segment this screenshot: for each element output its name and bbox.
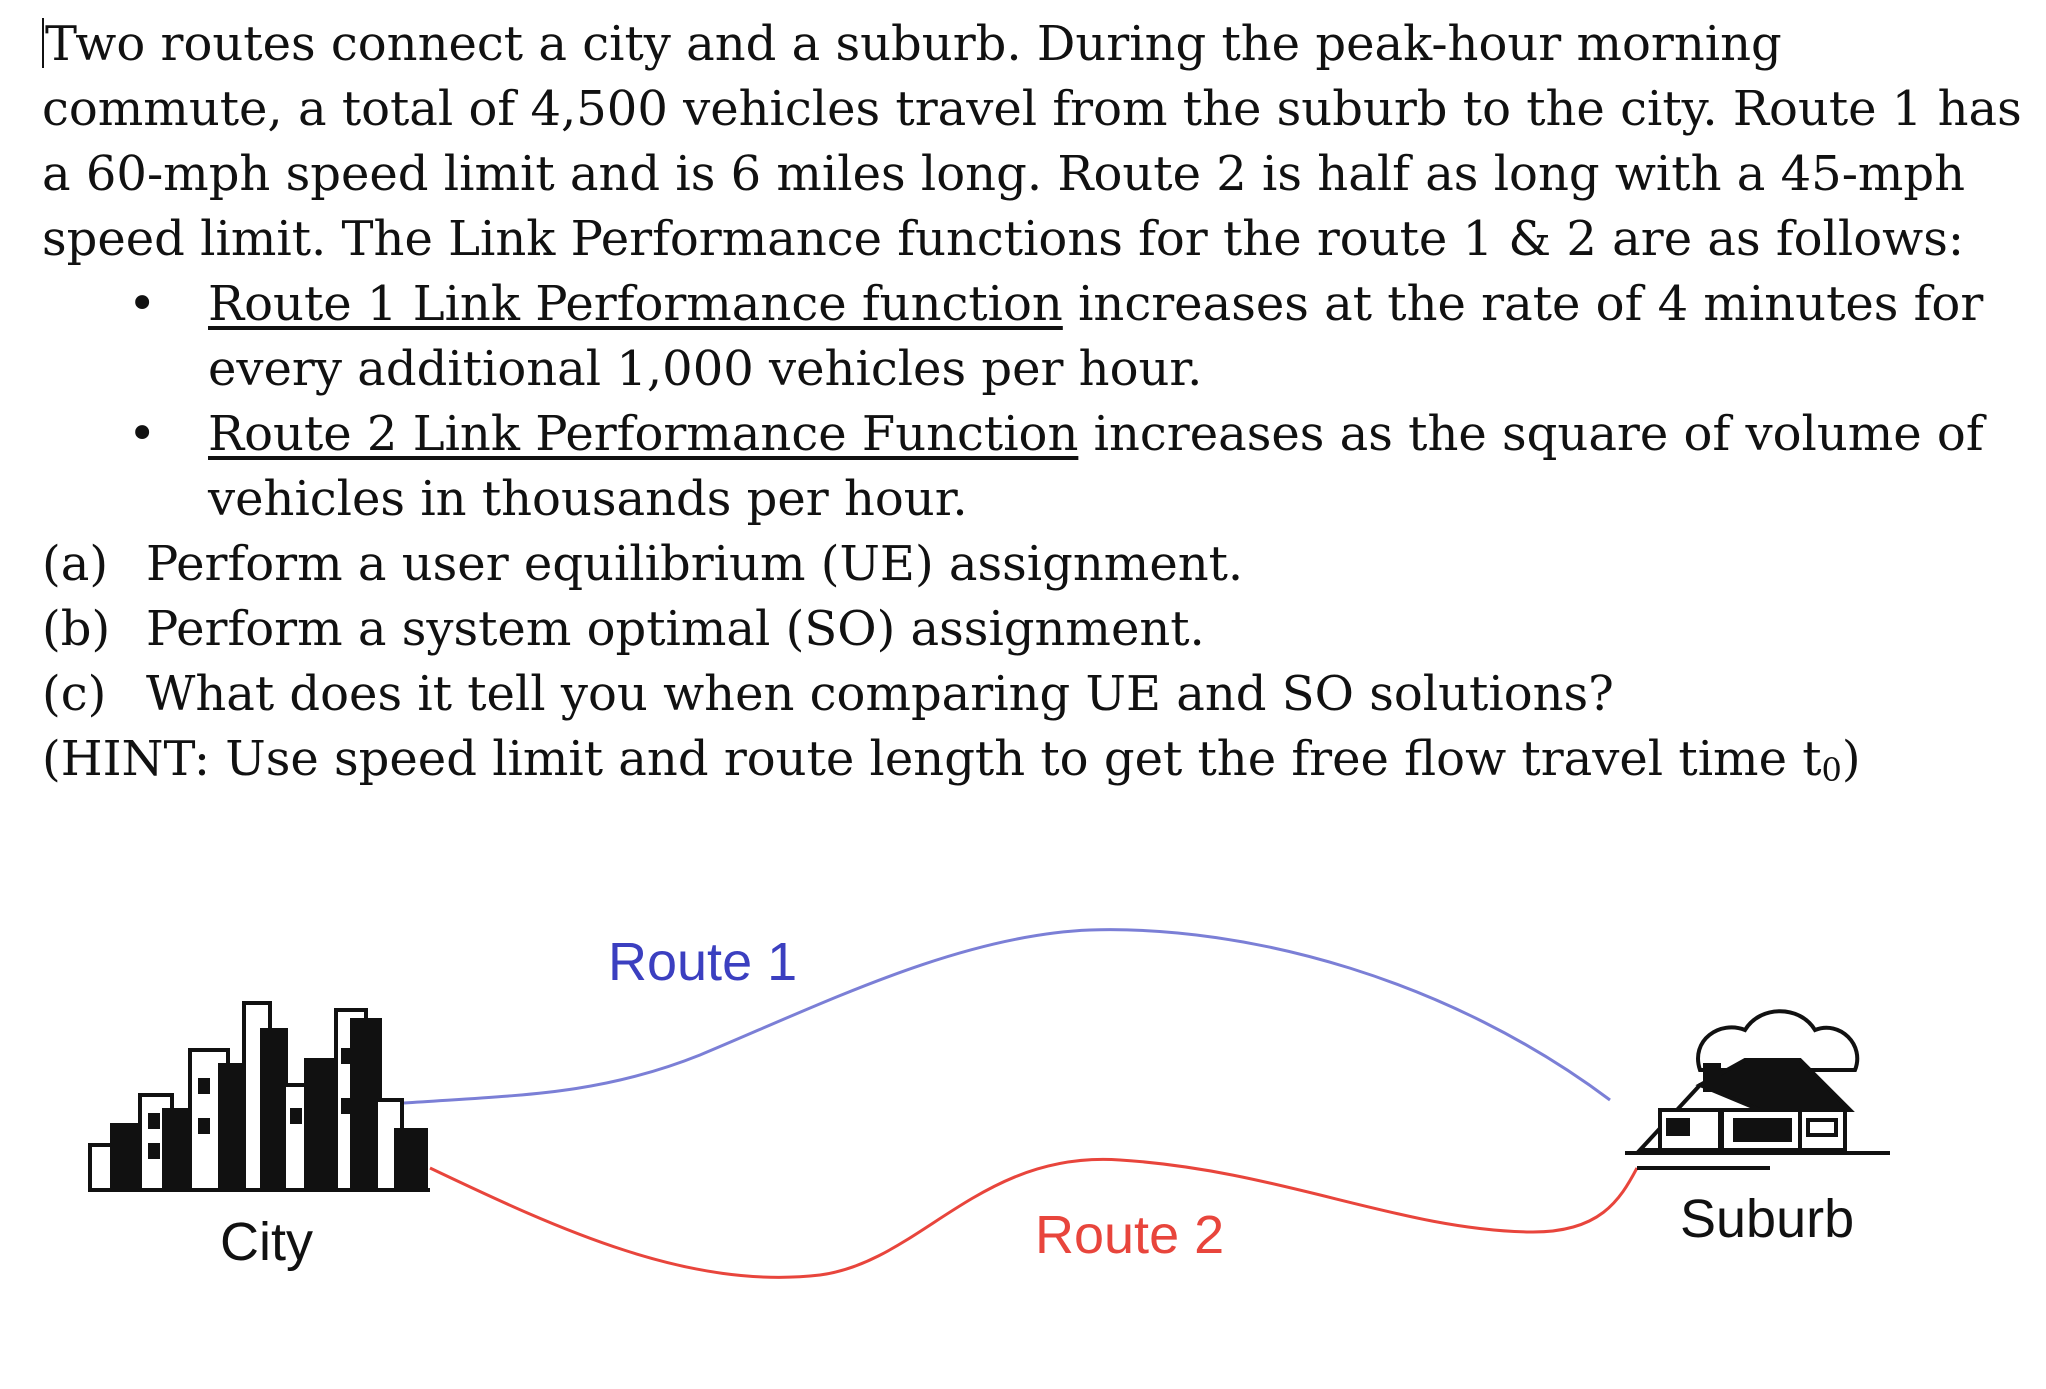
question-label: (a) [42, 536, 109, 592]
suburb-house-icon [1625, 1011, 1890, 1168]
question-text: Perform a user equilibrium (UE) assignment. [146, 536, 1244, 592]
route-2-label: Route 2 [1035, 1205, 1225, 1265]
hint-text: (HINT: Use speed limit and route length to get the free flow travel time t [42, 731, 1822, 787]
route-1-function-desc: increases at the rate of 4 minutes for every additional 1,000 vehicles per hour. [208, 276, 1984, 397]
route-1-path [404, 930, 1610, 1103]
route-1-function-term: Route 1 Link Performance function [208, 276, 1063, 332]
problem-intro-text: Two routes connect a city and a suburb. During the peak-hour morning commute, a total of 4,500 vehicles travel from the suburb to the city. Route 1 has a 60-mph speed limit and is 6 miles long. Route 2 is half as long with a 45-mph speed limit. The Link Performance functions for the route 1 & 2 are as follows: [42, 16, 2022, 267]
route-2-function-term: Route 2 Link Performance Function [208, 406, 1079, 462]
suburb-label: Suburb [1680, 1189, 1855, 1249]
city-skyline-icon [88, 1003, 430, 1190]
route-2-function-desc: increases as the square of volume of vehicles in thousands per hour. [208, 406, 1984, 527]
question-text: What does it tell you when comparing UE and SO solutions? [146, 666, 1614, 722]
hint-close: ) [1841, 731, 1861, 787]
route-2-path [430, 1159, 1637, 1277]
hint-subscript: 0 [1821, 751, 1842, 789]
route-1-label: Route 1 [608, 932, 798, 992]
bullet-marker: • [128, 276, 157, 332]
city-label: City [220, 1212, 313, 1272]
question-label: (c) [42, 666, 107, 722]
question-text: Perform a system optimal (SO) assignment. [146, 601, 1205, 657]
question-label: (b) [42, 601, 111, 657]
bullet-marker: • [128, 406, 157, 462]
